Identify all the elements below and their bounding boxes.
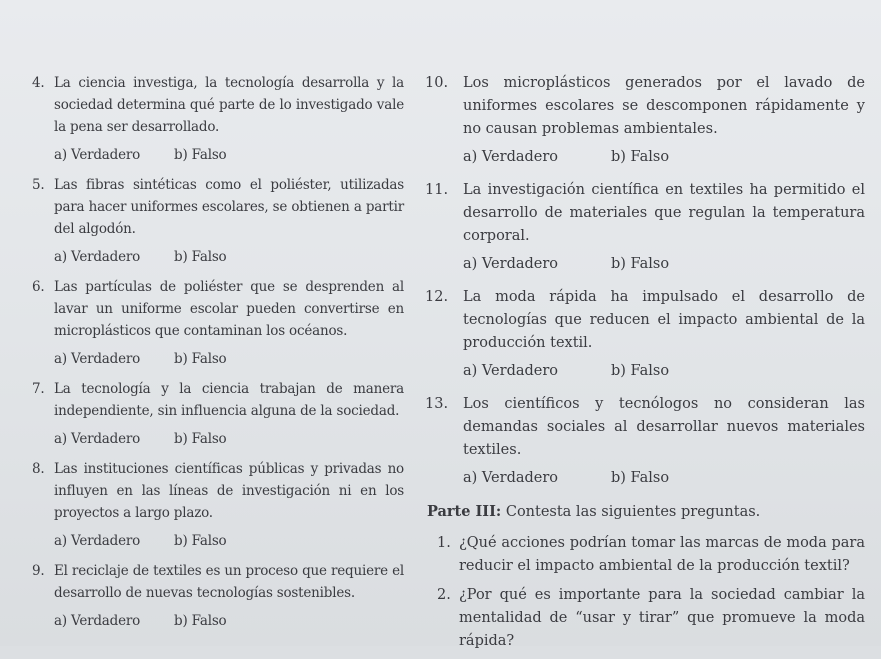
right-column bbox=[425, 72, 865, 659]
question-8 bbox=[32, 458, 404, 552]
question-5 bbox=[32, 174, 404, 268]
question-text: ¿Qué acciones podrían tomar las marcas de moda para reducir el impacto ambiental de la producción textil? bbox=[459, 535, 865, 574]
question-10 bbox=[425, 72, 865, 169]
question-number: 4. bbox=[32, 75, 45, 91]
question-4 bbox=[32, 72, 404, 166]
answer-options bbox=[463, 253, 865, 276]
option-falso[interactable]: b) Falso bbox=[174, 431, 227, 447]
question-text: ¿Por qué es importante para la sociedad cambiar la mentalidad de “usar y tirar” que promueve la moda rápida? bbox=[459, 587, 865, 649]
question-number: 2. bbox=[437, 587, 451, 603]
option-falso[interactable]: b) Falso bbox=[174, 613, 227, 629]
answer-options bbox=[463, 146, 865, 169]
question-7 bbox=[32, 378, 404, 450]
option-falso[interactable]: b) Falso bbox=[611, 470, 670, 486]
question-text: La investigación científica en textiles ha permitido el desarrollo de materiales que regulan la temperatura corporal. bbox=[463, 182, 865, 244]
option-verdadero[interactable]: a) Verdadero bbox=[463, 363, 559, 379]
part-3-label: Parte III: bbox=[427, 503, 502, 520]
question-number: 5. bbox=[32, 177, 45, 193]
option-falso[interactable]: b) Falso bbox=[174, 351, 227, 367]
option-falso[interactable]: b) Falso bbox=[611, 363, 670, 379]
option-verdadero[interactable]: a) Verdadero bbox=[463, 470, 559, 486]
question-number: 10. bbox=[425, 75, 449, 91]
answer-options bbox=[54, 348, 404, 370]
option-falso[interactable]: b) Falso bbox=[174, 533, 227, 549]
question-number: 6. bbox=[32, 279, 45, 295]
question-6 bbox=[32, 276, 404, 370]
option-verdadero[interactable]: a) Verdadero bbox=[54, 533, 141, 549]
left-column bbox=[32, 72, 404, 640]
question-text: La moda rápida ha impulsado el desarrollo de tecnologías que reducen el impacto ambiental de la producción textil. bbox=[463, 289, 865, 351]
option-falso[interactable]: b) Falso bbox=[174, 147, 227, 163]
option-verdadero[interactable]: a) Verdadero bbox=[54, 147, 141, 163]
option-verdadero[interactable]: a) Verdadero bbox=[54, 249, 141, 265]
question-11 bbox=[425, 179, 865, 276]
question-text: Los científicos y tecnólogos no consideran las demandas sociales al desarrollar nuevos materiales textiles. bbox=[463, 396, 865, 458]
question-number: 1. bbox=[437, 535, 451, 551]
question-text: La ciencia investiga, la tecnología desarrolla y la sociedad determina qué parte de lo investigado vale la pena ser desarrollado. bbox=[54, 75, 404, 135]
question-text: Los microplásticos generados por el lavado de uniformes escolares se descomponen rápidamente y no causan problemas ambientales. bbox=[463, 75, 865, 137]
question-number: 13. bbox=[425, 396, 449, 412]
answer-options bbox=[54, 530, 404, 552]
question-number: 8. bbox=[32, 461, 45, 477]
part-3-instructions: Contesta las siguientes preguntas. bbox=[501, 504, 761, 520]
option-verdadero[interactable]: a) Verdadero bbox=[463, 256, 559, 272]
answer-options bbox=[463, 467, 865, 490]
option-verdadero[interactable]: a) Verdadero bbox=[54, 431, 141, 447]
option-verdadero[interactable]: a) Verdadero bbox=[54, 613, 141, 629]
answer-options bbox=[54, 144, 404, 166]
question-13 bbox=[425, 393, 865, 490]
option-falso[interactable]: b) Falso bbox=[174, 249, 227, 265]
question-number: 9. bbox=[32, 563, 45, 579]
question-number: 11. bbox=[425, 182, 449, 198]
answer-options bbox=[54, 246, 404, 268]
answer-options bbox=[463, 360, 865, 383]
option-verdadero[interactable]: a) Verdadero bbox=[463, 149, 559, 165]
option-falso[interactable]: b) Falso bbox=[611, 149, 670, 165]
question-text: Las fibras sintéticas como el poliéster, utilizadas para hacer uniformes escolares, se obtienen a partir del algodón. bbox=[54, 177, 404, 237]
part-3-heading bbox=[425, 500, 865, 524]
open-question-1 bbox=[425, 532, 865, 578]
option-verdadero[interactable]: a) Verdadero bbox=[54, 351, 141, 367]
open-question-2 bbox=[425, 584, 865, 653]
question-9 bbox=[32, 560, 404, 632]
question-number: 12. bbox=[425, 289, 449, 305]
answer-options bbox=[54, 610, 404, 632]
question-number: 7. bbox=[32, 381, 45, 397]
answer-options bbox=[54, 428, 404, 450]
question-text: Las instituciones científicas públicas y privadas no influyen en las líneas de investigación ni en los proyectos a largo plazo. bbox=[54, 461, 404, 521]
question-text: La tecnología y la ciencia trabajan de manera independiente, sin influencia alguna de la sociedad. bbox=[54, 381, 404, 419]
question-12 bbox=[425, 286, 865, 383]
option-falso[interactable]: b) Falso bbox=[611, 256, 670, 272]
question-text: El reciclaje de textiles es un proceso que requiere el desarrollo de nuevas tecnologías sostenibles. bbox=[54, 563, 404, 601]
question-text: Las partículas de poliéster que se desprenden al lavar un uniforme escolar pueden convertirse en microplásticos que contaminan los océanos. bbox=[54, 279, 404, 339]
